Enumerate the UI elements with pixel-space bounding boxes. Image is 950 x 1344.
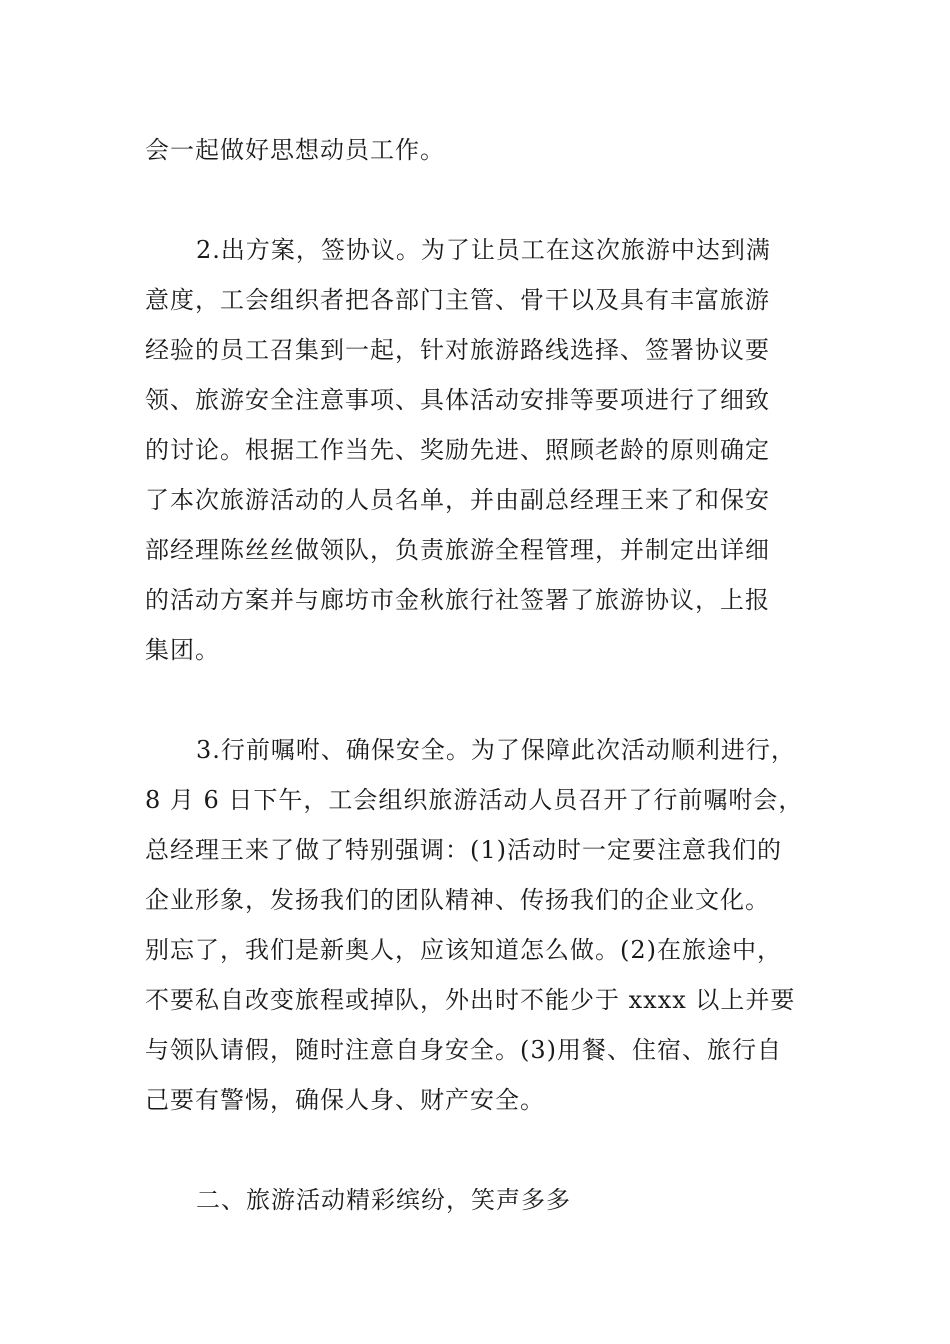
- text-line: 了本次旅游活动的人员名单，并由副总经理王来了和保安: [145, 486, 770, 514]
- text-line: 的活动方案并与廊坊市金秋旅行社签署了旅游协议，上报: [145, 586, 770, 614]
- text-line: 的讨论。根据工作当先、奖励先进、照顾老龄的原则确定: [145, 436, 770, 464]
- section-heading: 二、旅游活动精彩缤纷，笑声多多: [196, 1186, 571, 1214]
- text-line: 己要有警惕，确保人身、财产安全。: [145, 1086, 545, 1114]
- text-line: 与领队请假，随时注意自身安全。(3)用餐、住宿、旅行自: [145, 1036, 782, 1064]
- text-line: 8 月 6 日下午，工会组织旅游活动人员召开了行前嘱咐会，: [145, 786, 804, 814]
- text-line: 企业形象，发扬我们的团队精神、传扬我们的企业文化。: [145, 886, 770, 914]
- text-line: 意度，工会组织者把各部门主管、骨干以及具有丰富旅游: [145, 286, 770, 314]
- text-line: 不要私自改变旅程或掉队，外出时不能少于 xxxx 以上并要: [145, 986, 796, 1014]
- paragraph-2-first-line: 2.出方案，签协议。为了让员工在这次旅游中达到满: [196, 236, 771, 264]
- text-line: 集团。: [145, 636, 220, 664]
- text-line: 经验的员工召集到一起，针对旅游路线选择、签署协议要: [145, 336, 770, 364]
- text-line: 会一起做好思想动员工作。: [145, 136, 445, 164]
- text-line: 别忘了，我们是新奥人，应该知道怎么做。(2)在旅途中，: [145, 936, 782, 964]
- text-line: 领、旅游安全注意事项、具体活动安排等要项进行了细致: [145, 386, 770, 414]
- text-line: 总经理王来了做了特别强调：(1)活动时一定要注意我们的: [145, 836, 782, 864]
- text-line: 部经理陈丝丝做领队，负责旅游全程管理，并制定出详细: [145, 536, 770, 564]
- paragraph-3-first-line: 3.行前嘱咐、确保安全。为了保障此次活动顺利进行，: [196, 736, 796, 764]
